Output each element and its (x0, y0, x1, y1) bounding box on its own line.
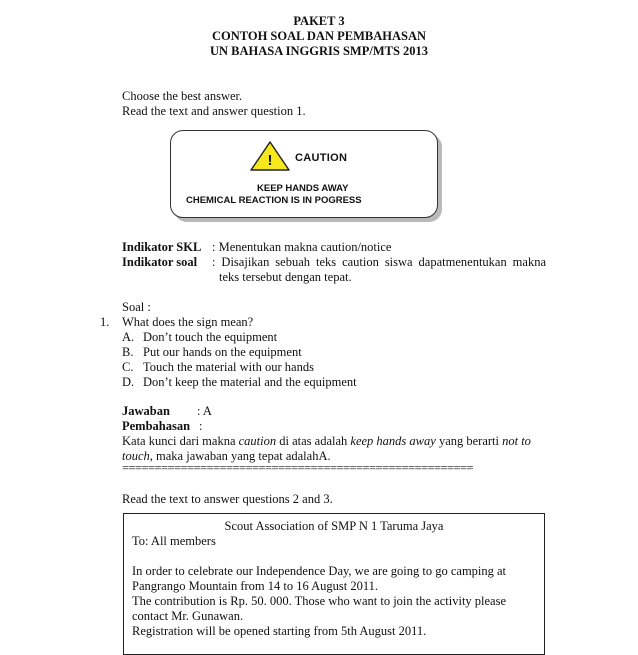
announcement-p2-line1: The contribution is Rp. 50. 000. Those who want to join the activity please (132, 594, 507, 608)
question-text: What does the sign mean? (122, 315, 254, 329)
indikator-soal-text-2: teks tersebut dengan tepat. (219, 270, 352, 284)
option-text: Touch the material with our hands (143, 360, 314, 374)
doc-title-exam: UN BAHASA INGGRIS SMP/MTS 2013 (209, 44, 429, 58)
soal-label: Soal : (122, 300, 151, 314)
explanation-line-2: touch, maka jawaban yang tepat adalahA. (122, 449, 331, 463)
option-text: Don’t keep the material and the equipment (143, 375, 357, 389)
caution-line-1: KEEP HANDS AWAY (257, 183, 349, 194)
pembahasan-colon: : (199, 419, 203, 433)
separator-line: ====================================================== (122, 461, 473, 475)
option-letter: D. (122, 375, 135, 389)
announcement-to: To: All members (132, 534, 216, 548)
answer-value: : A (197, 404, 212, 418)
announcement-p2-line2: contact Mr. Gunawan. (132, 609, 244, 623)
pembahasan-label: Pembahasan (122, 419, 191, 433)
option-letter: B. (122, 345, 134, 359)
caution-sign (170, 130, 438, 218)
warning-triangle-icon (250, 141, 290, 171)
option-letter: C. (122, 360, 134, 374)
option-text: Don’t touch the equipment (143, 330, 278, 344)
announcement-box (123, 513, 545, 655)
doc-title-paket: PAKET 3 (293, 14, 345, 28)
instruction-line-2: Read the text and answer question 1. (122, 104, 306, 118)
indikator-soal-label: Indikator soal (122, 255, 198, 269)
answer-label: Jawaban (122, 404, 170, 418)
caution-heading: CAUTION (295, 152, 348, 164)
section2-instruction: Read the text to answer questions 2 and 3. (122, 492, 333, 506)
option-letter: A. (122, 330, 135, 344)
caution-line-2: CHEMICAL REACTION IS IN POGRESS (186, 195, 362, 206)
announcement-p1-line1: In order to celebrate our Independence Day, we are going to go camping at (132, 564, 507, 578)
announcement-title: Scout Association of SMP N 1 Taruma Jaya (224, 519, 444, 533)
doc-title-subject: CONTOH SOAL DAN PEMBAHASAN (211, 29, 427, 43)
explanation-line-1: Kata kunci dari makna caution di atas adalah keep hands away yang berarti not to (122, 434, 531, 448)
option-text: Put our hands on the equipment (143, 345, 302, 359)
indikator-skl-text: : Menentukan makna caution/notice (212, 240, 392, 254)
announcement-p1-line2: Pangrango Mountain from 14 to 16 August 2011. (132, 579, 379, 593)
indikator-soal-text-1: : Disajikan sebuah teks caution siswa dapatmenentukan makna (212, 255, 546, 269)
svg-text:!: ! (267, 152, 273, 169)
instruction-line-1: Choose the best answer. (122, 89, 243, 103)
announcement-p3-line1: Registration will be opened starting from 5th August 2011. (132, 624, 427, 638)
indikator-skl-label: Indikator SKL (122, 240, 202, 254)
question-number: 1. (100, 315, 110, 329)
